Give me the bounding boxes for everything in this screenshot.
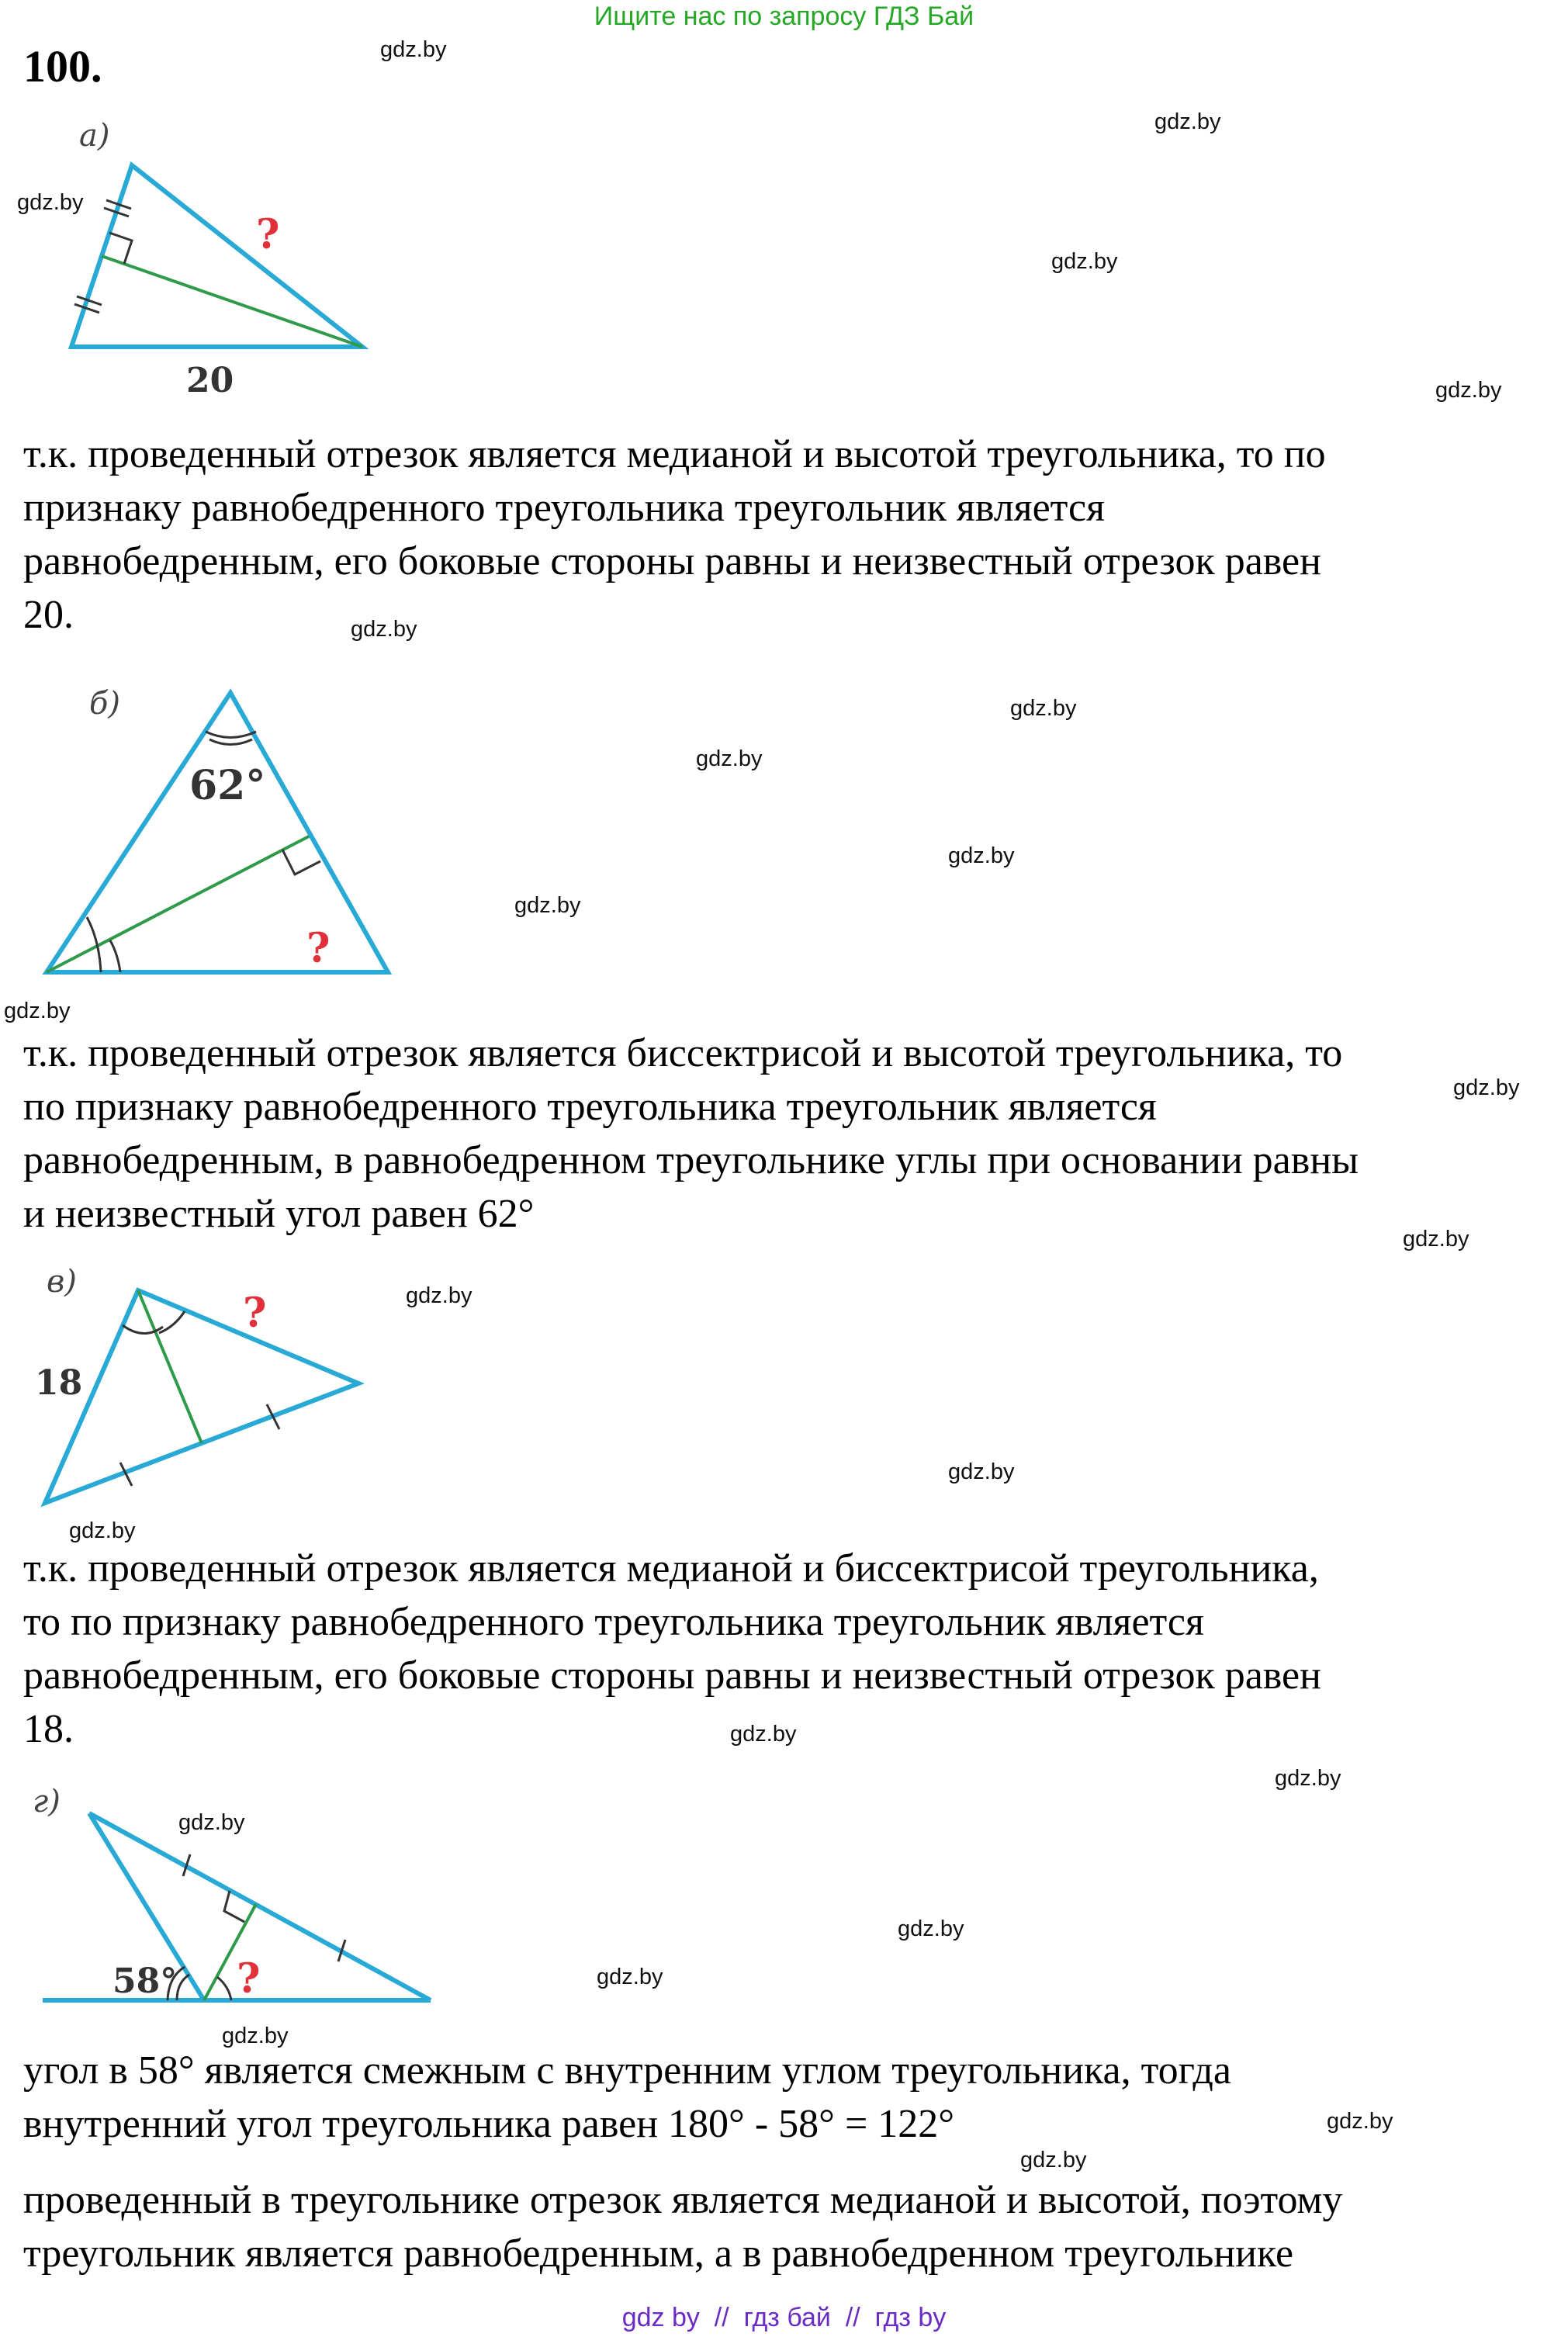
figure-a-label: а) — [79, 118, 110, 154]
watermark: gdz.by — [514, 893, 581, 918]
paragraph-b: т.к. проведенный отрезок является биссектрисой и высотой треугольника, то по признаку равнобедренного треугольника треугольник является равнобедренным, в равнобедренном треугольнике углы при основании равны и неизвестный угол равен 62° — [23, 1031, 1359, 1236]
watermark: gdz.by — [1453, 1075, 1520, 1100]
watermark: gdz.by — [351, 617, 417, 642]
watermark: gdz.by — [1010, 696, 1077, 721]
watermark: gdz.by — [898, 1916, 964, 1941]
figure-v-label: в) — [47, 1264, 77, 1300]
watermark: gdz.by — [4, 999, 71, 1023]
watermark: gdz.by — [178, 1810, 245, 1835]
watermark: gdz.by — [948, 1459, 1015, 1484]
problem-number: 100. — [23, 41, 102, 92]
figure-g-label: г) — [33, 1784, 61, 1819]
side-value-label: 18 — [35, 1363, 83, 1403]
unknown-side-label: ? — [256, 211, 280, 258]
watermark: gdz.by — [222, 2024, 289, 2048]
watermark: gdz.by — [69, 1518, 136, 1543]
watermark: gdz.by — [1051, 249, 1118, 274]
watermark: gdz.by — [1020, 2148, 1087, 2173]
watermark: gdz.by — [1154, 109, 1221, 134]
unknown-side-label: ? — [243, 1290, 267, 1337]
watermark: gdz.by — [1403, 1227, 1469, 1252]
watermark: gdz.by — [948, 843, 1015, 868]
figure-b-label: б) — [89, 686, 121, 722]
watermark: gdz.by — [1327, 2109, 1393, 2134]
watermark: gdz.by — [380, 37, 447, 62]
side-value-label: 20 — [186, 361, 234, 400]
unknown-angle-label: ? — [237, 1955, 261, 2003]
angle-value-label: 58° — [112, 1961, 178, 2001]
top-banner: Ищите нас по запросу ГДЗ Бай — [594, 2, 974, 31]
figure-g — [0, 0, 466, 2033]
footer-links[interactable]: gdz by // гдз бай // гдз by — [621, 2303, 947, 2332]
unknown-angle-label: ? — [306, 925, 331, 972]
watermark: gdz.by — [17, 190, 84, 215]
paragraph-v: т.к. проведенный отрезок является медианой и биссектрисой треугольника, то по признаку равнобедренного треугольника треугольник является равнобедренным, его боковые стороны равны и неизвестный отрезок равен 18. — [23, 1546, 1321, 1751]
paragraph-a: т.к. проведенный отрезок является медианой и высотой треугольника, то по признаку равнобедренного треугольника треугольник является равнобедренным, его боковые стороны равны и неизвестный отрезок равен 20. — [23, 432, 1326, 637]
watermark: gdz.by — [406, 1283, 472, 1308]
angle-arc — [217, 1977, 231, 2000]
watermark: gdz.by — [696, 746, 763, 771]
paragraph-g2: проведенный в треугольнике отрезок является медианой и высотой, поэтому треугольник является равнобедренным, а в равнобедренном треугольнике — [23, 2178, 1343, 2276]
angle-value-label: 62° — [189, 762, 266, 809]
paragraph-g1: угол в 58° является смежным с внутренним углом треугольника, тогда внутренний угол треугольника равен 180° - 58° = 122° — [23, 2048, 1231, 2146]
watermark: gdz.by — [597, 1965, 663, 1989]
watermark: gdz.by — [730, 1722, 797, 1747]
watermark: gdz.by — [1275, 1766, 1341, 1791]
watermark: gdz.by — [1435, 378, 1502, 403]
angle-arc — [177, 1975, 189, 2000]
